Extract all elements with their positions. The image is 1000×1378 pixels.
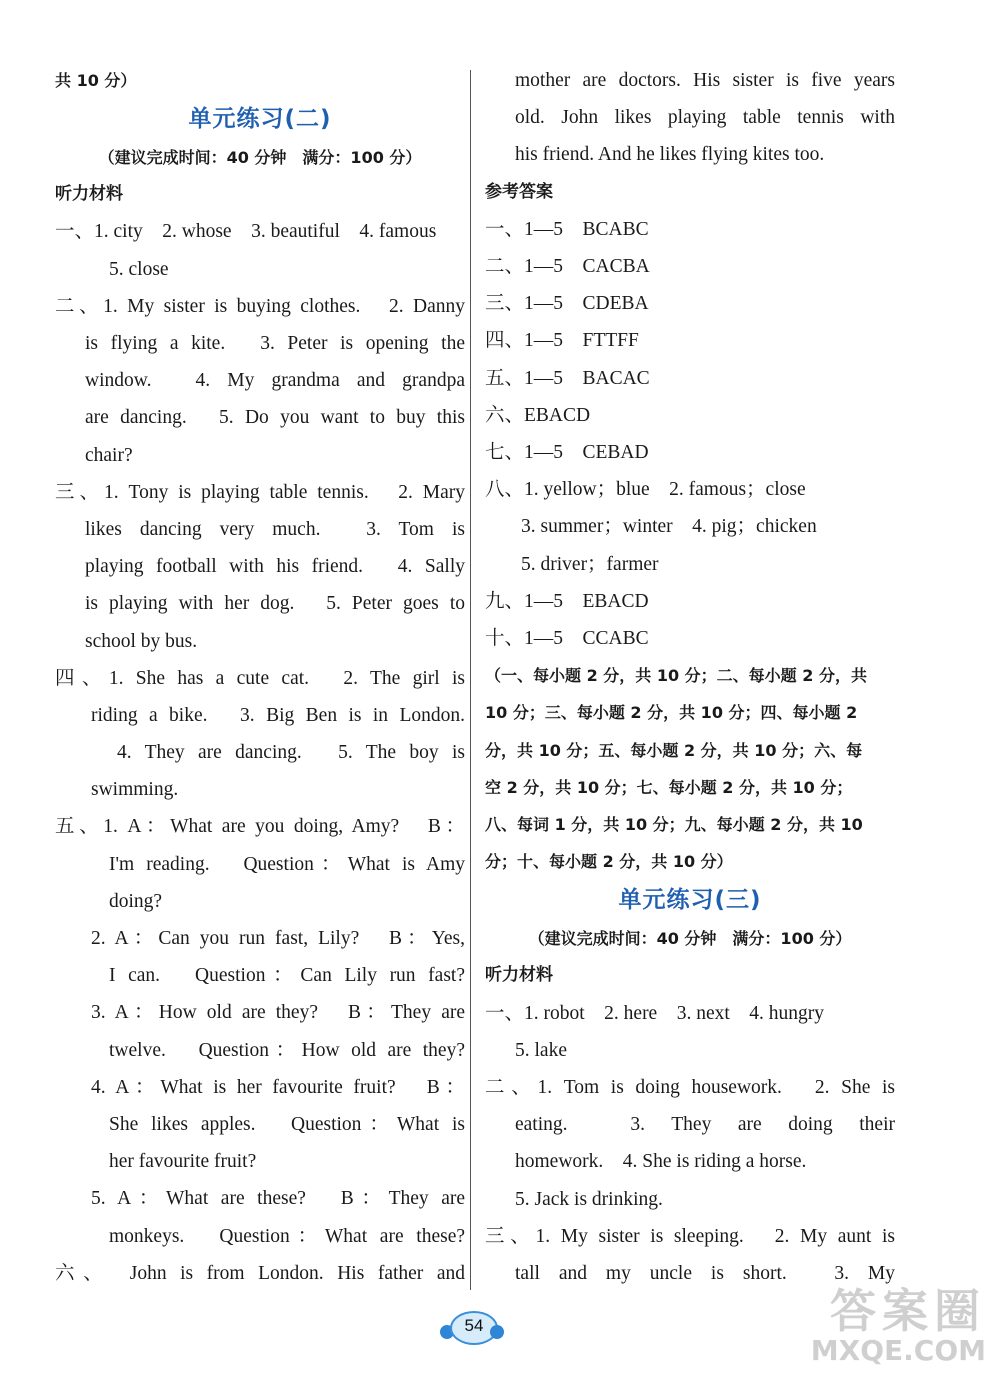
text-line: are dancing. 5. Do you want to buy this xyxy=(85,407,465,429)
text-line: tall and my uncle is short. 3. My xyxy=(515,1263,895,1285)
page-number: 54 xyxy=(464,1316,484,1335)
score-continuation: 共 10 分） xyxy=(55,71,137,90)
answer-line: 一、1—5 BCABC xyxy=(485,218,649,240)
text-line: doing? xyxy=(109,890,163,912)
text-line: 二、1. My sister is buying clothes. 2. Danny xyxy=(55,295,465,317)
text-line: 三、1. Tony is playing table tennis. 2. Mary xyxy=(55,481,465,503)
answer-line: 5. driver；farmer xyxy=(521,553,659,575)
text-line: school by bus. xyxy=(85,630,198,652)
score-line: 分；十、每小题 2 分，共 10 分） xyxy=(485,852,733,872)
text-line: 三、1. My sister is sleeping. 2. My aunt is xyxy=(485,1225,895,1247)
text-line: 五、1. A：What are you doing, Amy? B： xyxy=(55,816,465,838)
watermark xyxy=(786,1286,986,1372)
unit3-title: 单元练习(三) xyxy=(618,887,762,914)
unit2-subtitle: （建议完成时间：40 分钟 满分：100 分） xyxy=(98,148,422,168)
answer-line: 七、1—5 CEBAD xyxy=(485,442,649,463)
page-number-badge xyxy=(440,1307,504,1347)
column-divider xyxy=(470,70,471,1290)
text-line: 5. Jack is drinking. xyxy=(515,1188,663,1210)
text-line: She likes apples. Question：What is xyxy=(109,1114,465,1135)
text-line: 二、1. Tom is doing housework. 2. She is xyxy=(485,1077,895,1099)
score-line: 10 分；三、每小题 2 分，共 10 分；四、每小题 2 xyxy=(485,703,858,723)
left-column xyxy=(55,62,465,1292)
text-line: 3. A：How old are they? B：They are xyxy=(91,1002,465,1024)
text-line: monkeys. Question：What are these? xyxy=(109,1225,465,1247)
text-line: playing football with his friend. 4. Sally xyxy=(85,556,465,578)
right-column xyxy=(485,62,895,1292)
answer-line: 十、1—5 CCABC xyxy=(485,628,649,650)
answer-line: 五、1—5 BACAC xyxy=(485,367,650,389)
text-line: riding a bike. 3. Big Ben is in London. xyxy=(91,704,465,726)
text-line: 2. A：Can you run fast, Lily? B：Yes, xyxy=(91,928,465,950)
watermark-logo: 答案圈 xyxy=(830,1284,986,1338)
listening-heading: 听力材料 xyxy=(55,184,123,205)
answer-line: 八、1. yellow；blue 2. famous；close xyxy=(485,479,806,501)
text-line: chair? xyxy=(85,444,133,466)
text-line: 5. A：What are these? B：They are xyxy=(91,1188,465,1210)
unit3-subtitle: （建议完成时间：40 分钟 满分：100 分） xyxy=(528,929,852,949)
answer-line: 二、1—5 CACBA xyxy=(485,255,650,277)
text-line: is playing with her dog. 5. Peter goes to xyxy=(85,593,465,615)
score-line: 八、每词 1 分，共 10 分；九、每小题 2 分，共 10 xyxy=(485,815,863,835)
watermark-url: MXQE.COM xyxy=(810,1334,986,1367)
text-line: mother are doctors. His sister is five years xyxy=(515,70,895,91)
text-line: likes dancing very much. 3. Tom is xyxy=(85,518,465,540)
text-line: I'm reading. Question：What is Amy xyxy=(109,853,465,875)
score-line: 空 2 分，共 10 分；七、每小题 2 分，共 10 分； xyxy=(485,777,853,797)
text-line: his friend. And he likes flying kites too. xyxy=(515,144,825,166)
text-line: eating. 3. They are doing their xyxy=(515,1114,895,1136)
text-line: 5. close xyxy=(109,258,169,280)
text-line: 六、 John is from London. His father and xyxy=(55,1262,465,1284)
text-line: 一、1. robot 2. here 3. next 4. hungry xyxy=(485,1002,825,1024)
text-line: old. John likes playing table tennis with xyxy=(515,107,895,129)
answer-line: 3. summer；winter 4. pig；chicken xyxy=(521,516,817,538)
answer-line: 九、1—5 EBACD xyxy=(485,590,649,612)
unit2-title: 单元练习(二) xyxy=(188,106,332,133)
answers-heading: 参考答案 xyxy=(485,181,553,202)
answer-line: 六、EBACD xyxy=(485,404,591,426)
text-line: 一、1. city 2. whose 3. beautiful 4. famous xyxy=(55,221,437,243)
text-line: is flying a kite. 3. Peter is opening the xyxy=(85,333,465,354)
text-line: window. 4. My grandma and grandpa xyxy=(85,370,465,392)
text-line: her favourite fruit? xyxy=(109,1151,257,1173)
text-line: 4. They are dancing. 5. The boy is xyxy=(117,742,465,764)
answer-line: 三、1—5 CDEBA xyxy=(485,293,649,315)
text-line: I can. Question：Can Lily run fast? xyxy=(109,965,465,987)
score-line: 分，共 10 分；五、每小题 2 分，共 10 分；六、每 xyxy=(485,740,863,760)
answer-line: 四、1—5 FTTFF xyxy=(485,330,639,352)
text-line: 4. A：What is her favourite fruit? B： xyxy=(91,1076,465,1098)
text-line: homework. 4. She is riding a horse. xyxy=(515,1151,807,1173)
score-line: （一、每小题 2 分，共 10 分；二、每小题 2 分，共 xyxy=(485,666,867,686)
text-line: 5. lake xyxy=(515,1039,567,1061)
text-line: 四、1. She has a cute cat. 2. The girl is xyxy=(55,667,465,689)
listening-heading-2: 听力材料 xyxy=(485,965,553,986)
text-line: swimming. xyxy=(91,779,179,801)
text-line: twelve. Question：How old are they? xyxy=(109,1039,465,1061)
